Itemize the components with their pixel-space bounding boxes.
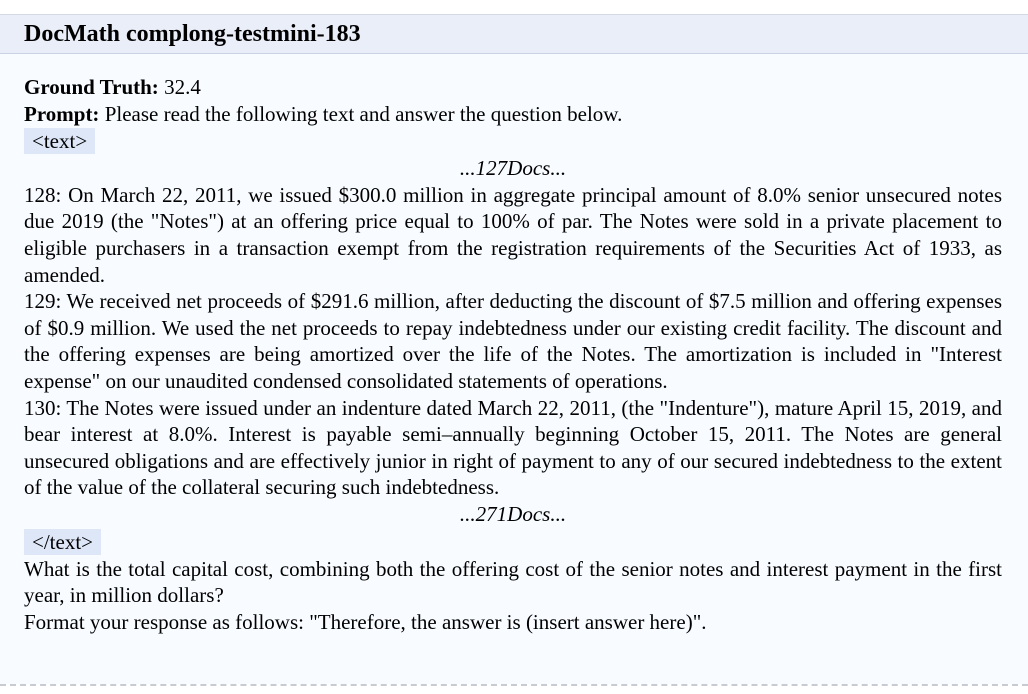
card-header: [0, 15, 1028, 54]
prompt-intro: Please read the following text and answer the question below.: [104, 101, 623, 126]
format-instruction: Format your response as follows: "Therefore, the answer is (insert answer here)".: [24, 609, 707, 634]
page-title: DocMath complong-testmini-183: [24, 21, 361, 47]
doc-paragraph-130: 130: The Notes were issued under an indenture dated March 22, 2011, (the "Indenture"), mature April 15, 2019, and bear interest at 8.0%. Interest is payable semi–annually beginning October 15, 2011. The Notes are general unsecured obligations and are effectively junior in right of payment to any of our secured indebtedness to the extent of the value of the collateral securing such indebtedness.: [24, 395, 1002, 500]
prompt-label: Prompt:: [24, 101, 100, 126]
dashed-divider: [0, 684, 1028, 686]
ground-truth-line: [24, 74, 1002, 101]
open-text-tag: <text>: [24, 128, 95, 154]
doc-paragraph-128: 128: On March 22, 2011, we issued $300.0 million in aggregate principal amount of 8.0% senior unsecured notes due 2019 (the "Notes") at an offering price equal to 100% of par. The Notes were sold in a private placement to eligible purchasers in a transaction exempt from the registration requirements of the Securities Act of 1933, as amended.: [24, 182, 1002, 287]
sample-card: [0, 14, 1028, 684]
close-text-tag: </text>: [24, 529, 101, 555]
prompt-line: [24, 101, 1002, 128]
skip-before: ...127Docs...: [459, 156, 567, 181]
close-text-tag-row: [24, 528, 1002, 556]
open-text-tag-row: [24, 127, 1002, 155]
ground-truth-label: Ground Truth:: [24, 75, 159, 99]
skip-after: ...271Docs...: [459, 501, 567, 526]
doc-paragraph-129: 129: We received net proceeds of $291.6 million, after deducting the discount of $7.5 million and offering expenses of $0.9 million. We used the net proceeds to repay indebtedness under our existing credit facility. The discount and the offering expenses are being amortized over the life of the Notes. The amortization is included in "Interest expense" on our unaudited condensed consolidated statements of operations.: [24, 289, 1002, 393]
question-text: What is the total capital cost, combining both the offering cost of the senior notes and interest payment in the first year, in million dollars?: [24, 556, 1002, 608]
card-content: [0, 54, 1028, 635]
ground-truth-value: 32.4: [164, 75, 201, 99]
